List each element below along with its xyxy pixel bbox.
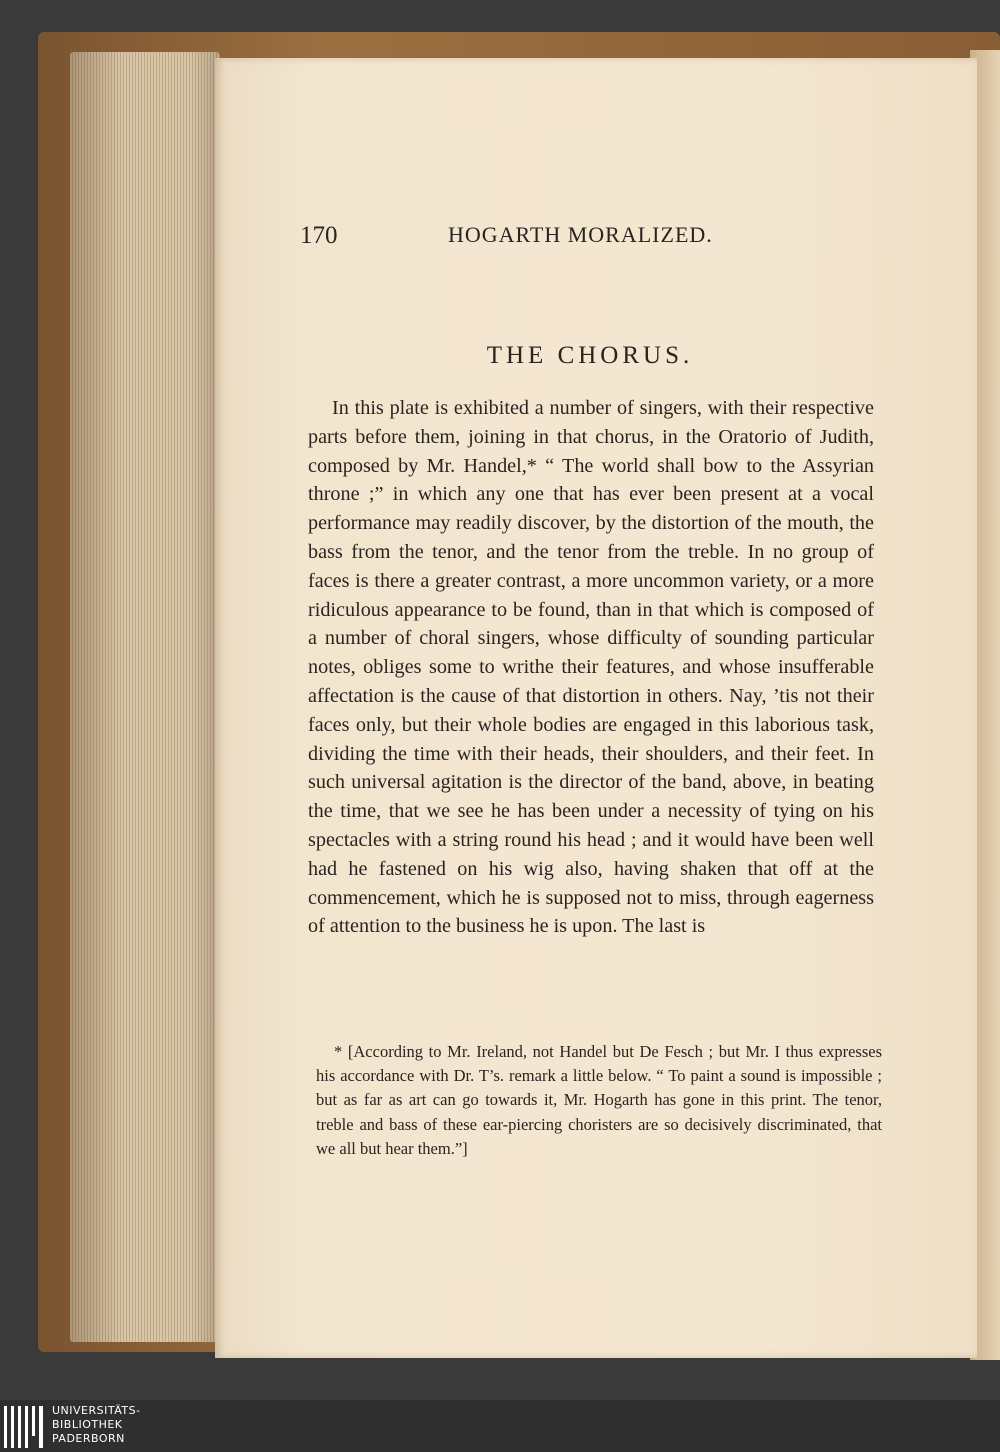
library-logo-icon	[4, 1406, 46, 1448]
running-head-title: HOGARTH MORALIZED.	[448, 222, 713, 247]
library-logo-text	[52, 1404, 141, 1446]
logo-line-2: BIBLIOTHEK	[52, 1418, 123, 1431]
library-logo-bar	[0, 1400, 1000, 1452]
section-title: THE CHORUS.	[486, 342, 694, 369]
page-edges-shade	[70, 52, 220, 1342]
running-head	[300, 222, 780, 254]
page-number: 170	[300, 222, 338, 249]
logo-line-1: UNIVERSITÄTS-	[52, 1404, 141, 1417]
footnote: * [According to Mr. Ireland, not Handel but De Fesch ; but Mr. I thus expresses his accordance with Dr. T’s. remark a little below. “ To paint a sound is impossible ; but as far as art can go towards it, Mr. Hogarth has gone in this print. The tenor, treble and bass of these ear-piercing choristers are so decisively discriminated, that we all but hear them.”]	[316, 1042, 882, 1158]
body-paragraph: In this plate is exhibited a number of singers, with their respective parts before them, joining in that chorus, in the Oratorio of Judith, composed by Mr. Handel,* “ The world shall bow to the Assyrian throne ;” in which any one that has ever been present at a vocal performance may readily discover, by the distortion of the mouth, the bass from the tenor, and the tenor from the treble. In no group of faces is there a greater contrast, a more uncommon variety, or a more ridiculous appearance to be found, than in that which is composed of a number of choral singers, whose difficulty of sounding particular notes, obliges some to writhe their features, and whose insufferable affectation is the cause of that distortion in others. Nay, ’tis not their faces only, but their whole bodies are engaged in this laborious task, dividing the time with their heads, their shoulders, and their feet. In such universal agitation is the director of the band, above, in beating the time, that we see he has been under a necessity of tying on his spectacles with a string round his head ; and it would have been well had he fastened on his wig also, having shaken that off at the commencement, which he is supposed not to miss, through eagerness of attention to the business he is upon. The last is	[308, 397, 874, 938]
logo-line-3: PADERBORN	[52, 1432, 125, 1445]
